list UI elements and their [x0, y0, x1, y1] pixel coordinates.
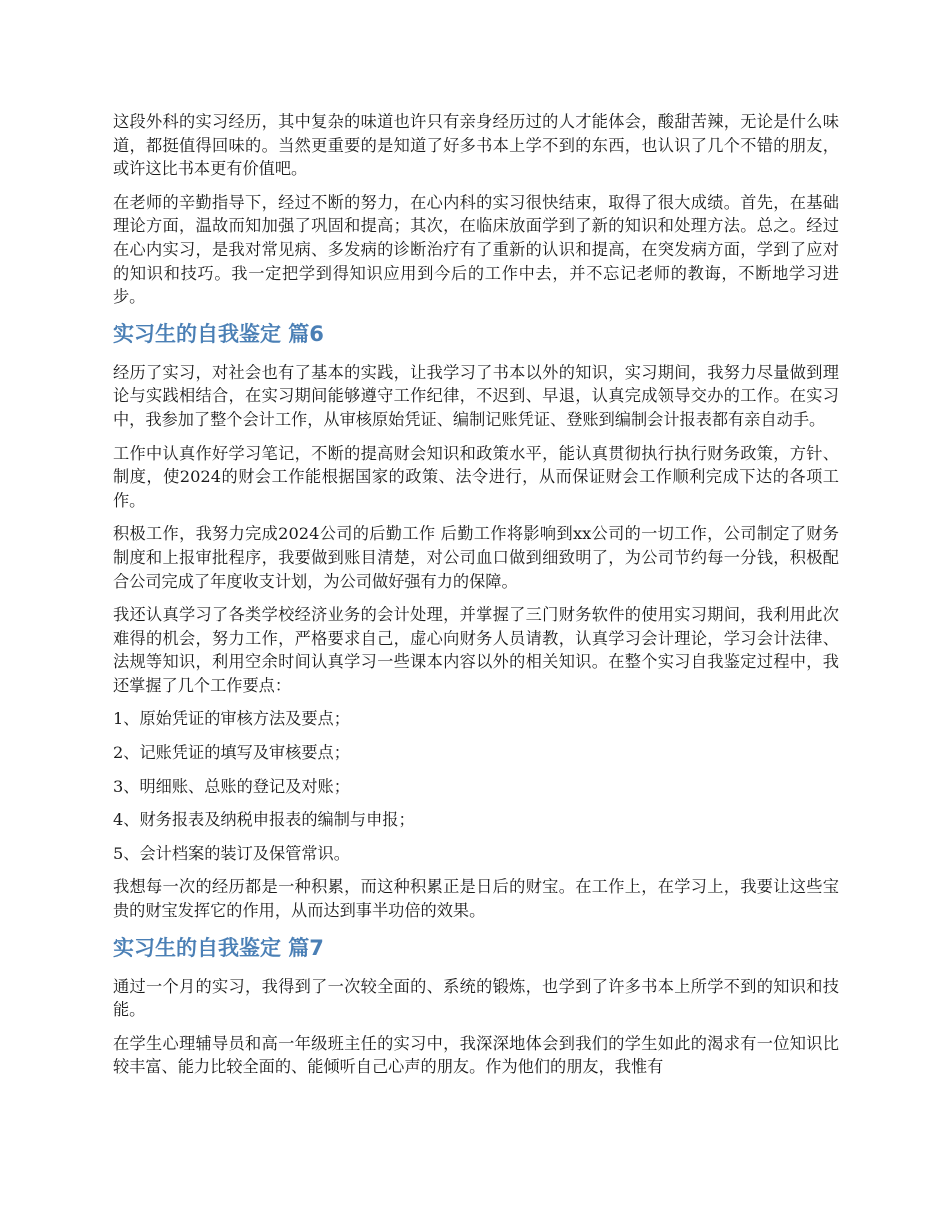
list-item: 3、明细账、总账的登记及对账；: [113, 776, 350, 796]
body-paragraph: 积极工作，我努力完成2024公司的后勤工作 后勤工作将影响到xx公司的一切工作，公司制定了财务制度和上报审批程序，我要做到账目清楚，对公司血口做到细致明了，为公司节约每一分钱，积极配合公司完成了年度收支计划，为公司做好强有力的保障。: [113, 524, 839, 591]
list-item: 2、记账凭证的填写及审核要点；: [113, 743, 350, 763]
section-heading-6: 实习生的自我鉴定 篇6: [113, 321, 324, 346]
body-paragraph: 在老师的辛勤指导下，经过不断的努力，在心内科的实习很快结束，取得了很大成绩。首先，在基础理论方面，温故而知加强了巩固和提高；其次，在临床放面学到了新的知识和处理方法。总之。经过在心内实习，是我对常见病、多发病的诊断治疗有了重新的认识和提高，在突发病方面，学到了应对的知识和技巧。我一定把学到得知识应用到今后的工作中去，并不忘记老师的教诲，不断地学习进步。: [113, 192, 839, 307]
body-paragraph: 这段外科的实习经历，其中复杂的味道也许只有亲身经历过的人才能体会，酸甜苦辣，无论是什么味道，都挺值得回味的。当然更重要的是知道了好多书本上学不到的东西，也认识了几个不错的朋友，或许这比书本更有价值吧。: [113, 112, 839, 179]
list-item: 1、原始凭证的审核方法及要点；: [113, 709, 350, 729]
body-paragraph: 通过一个月的实习，我得到了一次较全面的、系统的锻炼，也学到了许多书本上所学不到的知识和技能。: [113, 976, 839, 1020]
list-item: 4、财务报表及纳税申报表的编制与申报；: [113, 810, 415, 830]
document-page: [113, 110, 839, 1089]
list-item: 5、会计档案的装订及保管常识。: [113, 843, 350, 863]
body-paragraph: 经历了实习，对社会也有了基本的实践，让我学习了书本以外的知识，实习期间，我努力尽量做到理论与实践相结合，在实习期间能够遵守工作纪律，不迟到、早退，认真完成领导交办的工作。在实习中，我参加了整个会计工作，从审核原始凭证、编制记账凭证、登账到编制会计报表都有亲自动手。: [113, 362, 839, 429]
body-paragraph: 在学生心理辅导员和高一年级班主任的实习中，我深深地体会到我们的学生如此的渴求有一位知识比较丰富、能力比较全面的、能倾听自己心声的朋友。作为他们的朋友，我惟有: [113, 1033, 839, 1077]
body-paragraph: 工作中认真作好学习笔记，不断的提高财会知识和政策水平，能认真贯彻执行执行财务政策，方针、制度，使2024的财会工作能根据国家的政策、法令进行，从而保证财会工作顺利完成下达的各项工作。: [113, 443, 839, 510]
body-paragraph: 我还认真学习了各类学校经济业务的会计处理，并掌握了三门财务软件的使用实习期间，我利用此次难得的机会，努力工作，严格要求自己，虚心向财务人员请教，认真学习会计理论，学习会计法律、法规等知识，利用空余时间认真学习一些课本内容以外的相关知识。在整个实习自我鉴定过程中，我还掌握了几个工作要点：: [113, 605, 839, 695]
body-paragraph: 我想每一次的经历都是一种积累，而这种积累正是日后的财宝。在工作上，在学习上，我要让这些宝贵的财宝发挥它的作用，从而达到事半功倍的效果。: [113, 877, 839, 921]
section-heading-7: 实习生的自我鉴定 篇7: [113, 935, 324, 960]
